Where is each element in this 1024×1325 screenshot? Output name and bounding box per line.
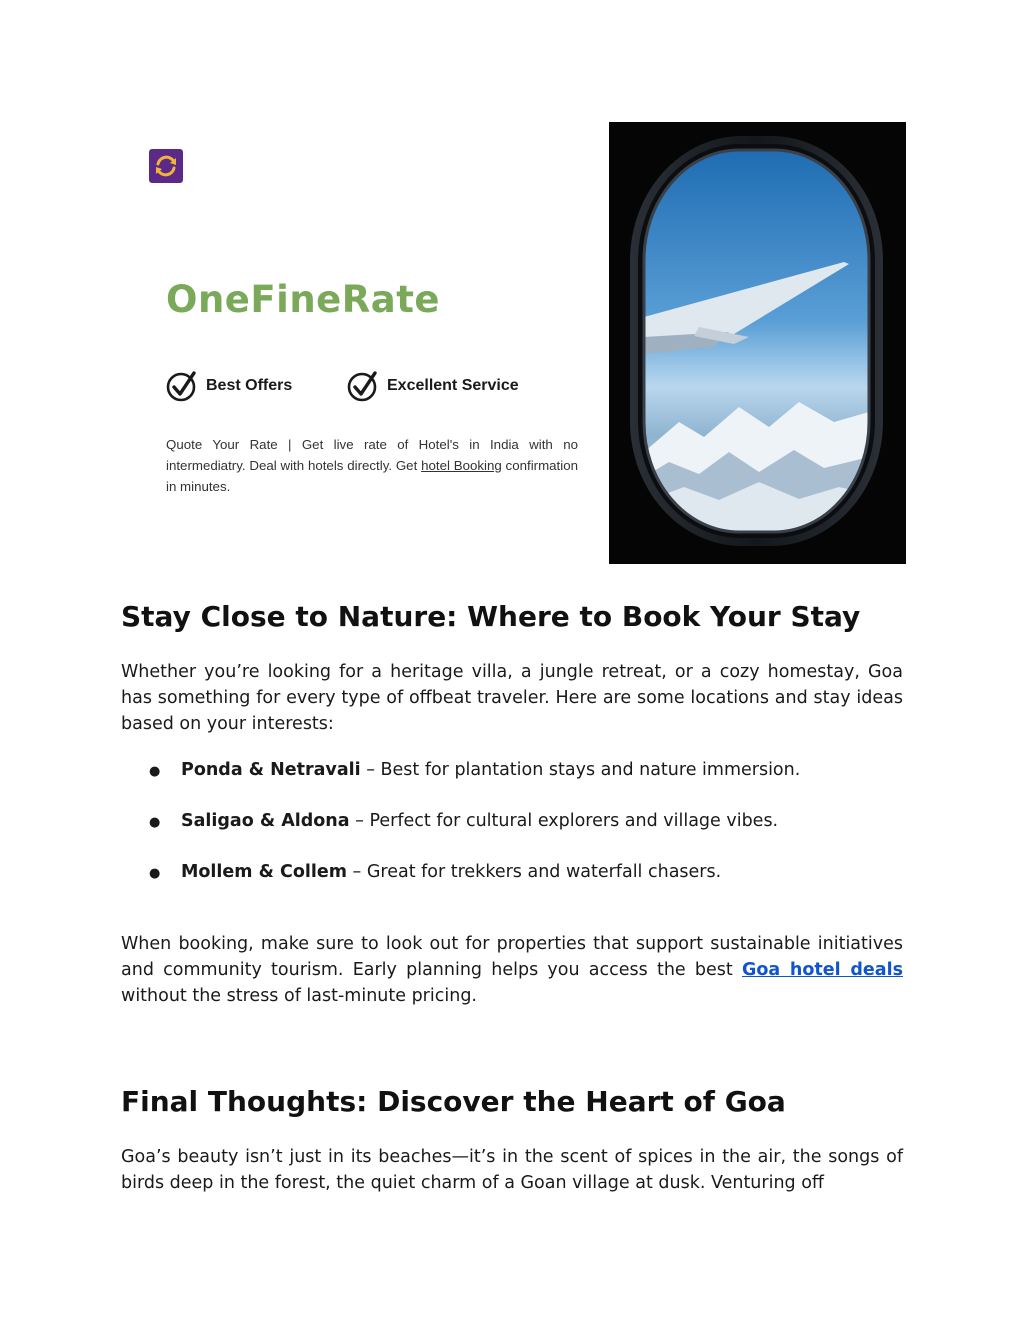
airplane-window-photo — [609, 122, 906, 564]
banner-description-text: confirmation in minutes. — [166, 458, 578, 494]
intro-paragraph: Whether you’re looking for a heritage villa, a jungle retreat, or a cozy homestay, Goa has something for every type of offbeat traveler. Here are some locations and stay ideas based on your interests: — [121, 662, 903, 734]
banner-description — [166, 434, 578, 497]
feature-label: Excellent Service — [387, 377, 519, 394]
banner-description-text: Quote Your Rate | Get live rate of Hotel's in India with no intermediatry. Deal with hotels directly. Get — [166, 437, 578, 473]
list-item — [149, 808, 778, 836]
bullet-icon: ● — [149, 815, 161, 830]
check-circle-icon — [166, 370, 198, 402]
check-circle-icon — [347, 370, 379, 402]
list-item-text: – Great for trekkers and waterfall chasers. — [346, 862, 722, 882]
brand-name: OneFineRate — [166, 278, 441, 321]
feature-label: Best Offers — [206, 377, 293, 394]
list-item-text: – Perfect for cultural explorers and village vibes. — [349, 811, 779, 831]
bullet-icon: ● — [149, 764, 161, 779]
ad-banner[interactable] — [148, 122, 906, 564]
list-item-text: – Best for plantation stays and nature immersion. — [360, 760, 801, 780]
list-item-title: Ponda & Netravali — [181, 760, 361, 780]
list-item — [149, 859, 721, 887]
goa-hotel-deals-link[interactable]: Goa hotel deals — [741, 960, 903, 980]
list-item — [149, 757, 800, 785]
booking-text: without the stress of last-minute pricing. — [121, 986, 477, 1006]
bullet-icon: ● — [149, 866, 161, 881]
final-thoughts-paragraph: Goa’s beauty isn’t just in its beaches—it’s in the scent of spices in the air, the songs of birds deep in the forest, the quiet charm of a Goan village at dusk. Venturing off — [121, 1147, 903, 1193]
hotel-booking-link[interactable]: hotel Booking — [421, 458, 502, 473]
feature-best-offers — [166, 368, 292, 404]
feature-excellent-service — [347, 368, 519, 404]
booking-paragraph — [121, 931, 903, 1009]
section-heading-final-thoughts: Final Thoughts: Discover the Heart of Goa — [121, 1085, 786, 1118]
section-heading-stay-close-to-nature: Stay Close to Nature: Where to Book Your Stay — [121, 600, 861, 633]
onefinerate-logo-icon — [149, 149, 183, 183]
list-item-title: Mollem & Collem — [181, 862, 347, 882]
booking-text: When booking, make sure to look out for properties that support sustainable initiatives and community tourism. Early planning helps you access the best — [121, 934, 903, 980]
list-item-title: Saligao & Aldona — [181, 811, 350, 831]
